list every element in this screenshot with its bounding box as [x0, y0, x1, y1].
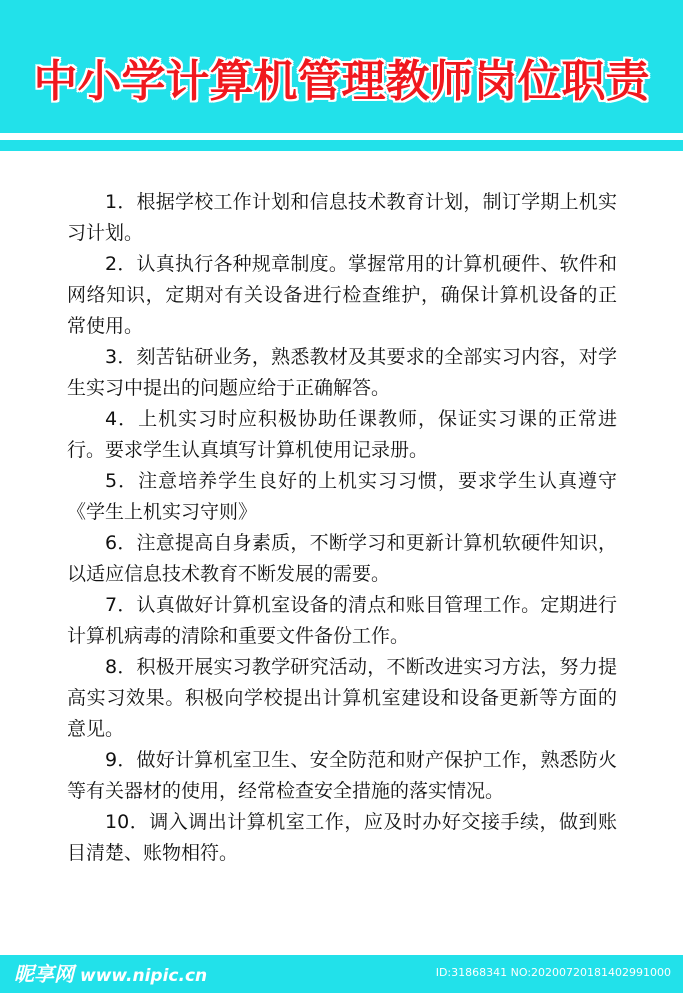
image-id: ID:31868341 NO:20200720181402991000 [435, 966, 671, 979]
watermark-url: www.nipic.cn [80, 966, 208, 986]
page-title: 中小学计算机管理教师岗位职责 [33, 56, 650, 107]
duty-item: 6．注意提高自身素质，不断学习和更新计算机软硬件知识，以适应信息技术教育不断发展的需要。 [67, 532, 617, 585]
header-stripe [0, 140, 683, 151]
duty-item: 2．认真执行各种规章制度。掌握常用的计算机硬件、软件和网络知识，定期对有关设备进行检查维护，确保计算机设备的正常使用。 [67, 253, 617, 337]
footer-band [0, 955, 683, 993]
watermark [14, 961, 207, 989]
duty-item: 4．上机实习时应积极协助任课教师，保证实习课的正常进行。要求学生认真填写计算机使用记录册。 [67, 408, 617, 461]
duty-item: 7．认真做好计算机室设备的清点和账目管理工作。定期进行计算机病毒的清除和重要文件备份工作。 [67, 594, 617, 647]
duty-item: 3．刻苦钻研业务，熟悉教材及其要求的全部实习内容，对学生实习中提出的问题应给于正确解答。 [67, 346, 617, 399]
duty-item: 10．调入调出计算机室工作，应及时办好交接手续，做到账目清楚、账物相符。 [67, 811, 617, 864]
duties-list [67, 187, 617, 869]
duty-item: 9．做好计算机室卫生、安全防范和财产保护工作，熟悉防火等有关器材的使用，经常检查安全措施的落实情况。 [67, 749, 617, 802]
duty-item: 8．积极开展实习教学研究活动，不断改进实习方法，努力提高实习效果。积极向学校提出计算机室建设和设备更新等方面的意见。 [67, 656, 617, 740]
duty-item: 1．根据学校工作计划和信息技术教育计划，制订学期上机实习计划。 [67, 191, 617, 244]
watermark-brand: 昵享网 [14, 962, 74, 986]
duty-item: 5．注意培养学生良好的上机实习习惯，要求学生认真遵守《学生上机实习守则》 [67, 470, 617, 523]
header-band [0, 0, 683, 133]
